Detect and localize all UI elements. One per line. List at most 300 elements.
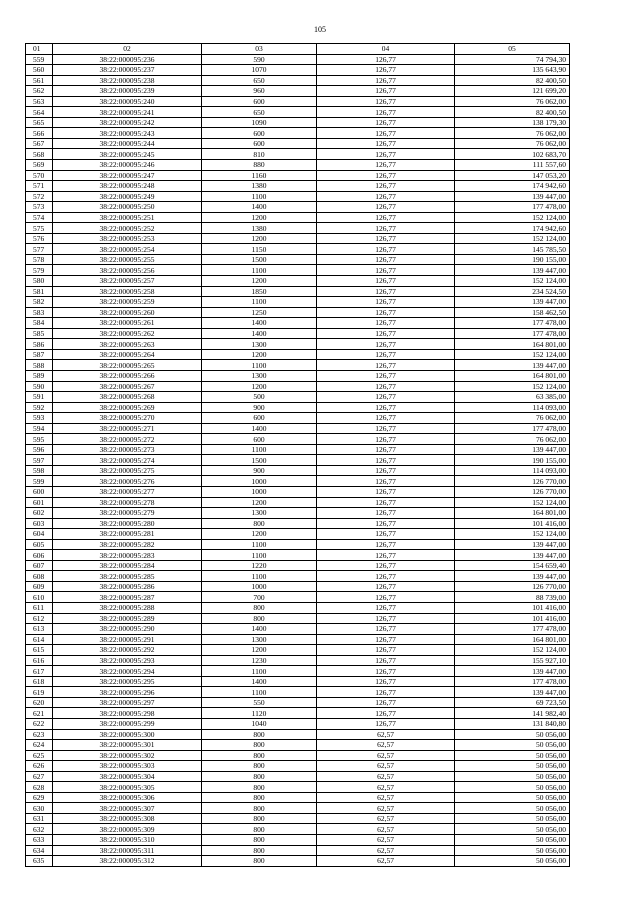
cadastral-number-cell: 38:22:000095:279 [53,508,202,519]
value-cell: 69 723,50 [455,697,570,708]
row-number-cell: 612 [26,613,53,624]
area-cell: 1100 [202,571,317,582]
table-row [26,560,570,571]
cadastral-number-cell: 38:22:000095:254 [53,244,202,255]
area-cell: 650 [202,75,317,86]
rate-cell: 62,57 [317,824,455,835]
rate-cell: 126,77 [317,170,455,181]
area-cell: 900 [202,465,317,476]
table-row [26,613,570,624]
area-cell: 1200 [202,529,317,540]
table-row [26,824,570,835]
area-cell: 1100 [202,297,317,308]
area-cell: 590 [202,54,317,65]
rate-cell: 126,77 [317,581,455,592]
area-cell: 800 [202,856,317,867]
value-cell: 82 400,50 [455,75,570,86]
rate-cell: 126,77 [317,65,455,76]
cadastral-number-cell: 38:22:000095:278 [53,497,202,508]
row-number-cell: 635 [26,856,53,867]
row-number-cell: 590 [26,381,53,392]
table-row [26,771,570,782]
value-cell: 126 770,00 [455,486,570,497]
cadastral-number-cell: 38:22:000095:258 [53,286,202,297]
rate-cell: 126,77 [317,318,455,329]
cadastral-number-cell: 38:22:000095:270 [53,413,202,424]
area-cell: 600 [202,434,317,445]
value-cell: 50 056,00 [455,856,570,867]
row-number-cell: 568 [26,149,53,160]
cadastral-number-cell: 38:22:000095:240 [53,96,202,107]
row-number-cell: 607 [26,560,53,571]
rate-cell: 62,57 [317,845,455,856]
cadastral-number-cell: 38:22:000095:282 [53,539,202,550]
row-number-cell: 575 [26,223,53,234]
area-cell: 1100 [202,539,317,550]
row-number-cell: 626 [26,761,53,772]
area-cell: 1850 [202,286,317,297]
rate-cell: 126,77 [317,518,455,529]
row-number-cell: 595 [26,434,53,445]
value-cell: 139 447,00 [455,360,570,371]
rate-cell: 126,77 [317,697,455,708]
area-cell: 1090 [202,117,317,128]
cadastral-number-cell: 38:22:000095:255 [53,254,202,265]
cadastral-number-cell: 38:22:000095:303 [53,761,202,772]
value-cell: 76 062,00 [455,434,570,445]
cadastral-number-cell: 38:22:000095:274 [53,455,202,466]
cadastral-number-cell: 38:22:000095:239 [53,86,202,97]
table-row [26,360,570,371]
table-row [26,65,570,76]
area-cell: 1100 [202,666,317,677]
cadastral-number-cell: 38:22:000095:311 [53,845,202,856]
area-cell: 1200 [202,349,317,360]
value-cell: 114 093,00 [455,465,570,476]
row-number-cell: 603 [26,518,53,529]
rate-cell: 126,77 [317,381,455,392]
cadastral-number-cell: 38:22:000095:237 [53,65,202,76]
rate-cell: 126,77 [317,392,455,403]
area-cell: 1250 [202,307,317,318]
cadastral-number-cell: 38:22:000095:276 [53,476,202,487]
value-cell: 152 124,00 [455,381,570,392]
rate-cell: 126,77 [317,497,455,508]
area-cell: 1200 [202,233,317,244]
area-cell: 1380 [202,181,317,192]
value-cell: 164 801,00 [455,339,570,350]
area-cell: 800 [202,813,317,824]
row-number-cell: 596 [26,444,53,455]
area-cell: 700 [202,592,317,603]
rate-cell: 126,77 [317,254,455,265]
table-row [26,54,570,65]
row-number-cell: 593 [26,413,53,424]
value-cell: 174 942,60 [455,223,570,234]
area-cell: 1400 [202,318,317,329]
table-row [26,813,570,824]
table-row [26,645,570,656]
column-header: 04 [317,44,455,55]
value-cell: 177 478,00 [455,328,570,339]
table-row [26,856,570,867]
area-cell: 800 [202,845,317,856]
value-cell: 76 062,00 [455,138,570,149]
value-cell: 50 056,00 [455,792,570,803]
value-cell: 50 056,00 [455,845,570,856]
value-cell: 139 447,00 [455,571,570,582]
value-cell: 139 447,00 [455,265,570,276]
rate-cell: 126,77 [317,223,455,234]
row-number-cell: 574 [26,212,53,223]
area-cell: 1300 [202,508,317,519]
area-cell: 800 [202,613,317,624]
row-number-cell: 621 [26,708,53,719]
cadastral-number-cell: 38:22:000095:268 [53,392,202,403]
page-number: 105 [314,25,326,34]
area-cell: 900 [202,402,317,413]
rate-cell: 126,77 [317,645,455,656]
table-row [26,803,570,814]
value-cell: 101 416,00 [455,602,570,613]
table-row [26,254,570,265]
row-number-cell: 613 [26,624,53,635]
rate-cell: 126,77 [317,276,455,287]
value-cell: 190 155,00 [455,254,570,265]
row-number-cell: 616 [26,655,53,666]
area-cell: 1400 [202,202,317,213]
row-number-cell: 632 [26,824,53,835]
table-row [26,792,570,803]
rate-cell: 126,77 [317,370,455,381]
table-row [26,486,570,497]
rate-cell: 126,77 [317,107,455,118]
rate-cell: 126,77 [317,138,455,149]
table-row [26,719,570,730]
column-header: 05 [455,44,570,55]
cadastral-number-cell: 38:22:000095:244 [53,138,202,149]
table-row [26,75,570,86]
area-cell: 1230 [202,655,317,666]
table-row [26,581,570,592]
value-cell: 63 385,00 [455,392,570,403]
cadastral-number-cell: 38:22:000095:288 [53,602,202,613]
area-cell: 1100 [202,191,317,202]
rate-cell: 126,77 [317,75,455,86]
area-cell: 650 [202,107,317,118]
value-cell: 154 659,40 [455,560,570,571]
rate-cell: 126,77 [317,117,455,128]
cadastral-number-cell: 38:22:000095:265 [53,360,202,371]
table-row [26,518,570,529]
cadastral-number-cell: 38:22:000095:247 [53,170,202,181]
cadastral-number-cell: 38:22:000095:257 [53,276,202,287]
rate-cell: 126,77 [317,634,455,645]
value-cell: 152 124,00 [455,645,570,656]
row-number-cell: 563 [26,96,53,107]
area-cell: 1400 [202,624,317,635]
area-cell: 1100 [202,550,317,561]
rate-cell: 126,77 [317,191,455,202]
row-number-cell: 610 [26,592,53,603]
value-cell: 50 056,00 [455,835,570,846]
rate-cell: 126,77 [317,486,455,497]
area-cell: 800 [202,729,317,740]
area-cell: 800 [202,750,317,761]
area-cell: 1100 [202,360,317,371]
cadastral-number-cell: 38:22:000095:285 [53,571,202,582]
cadastral-number-cell: 38:22:000095:242 [53,117,202,128]
table-row [26,465,570,476]
area-cell: 1200 [202,212,317,223]
area-cell: 800 [202,761,317,772]
value-cell: 152 124,00 [455,233,570,244]
rate-cell: 126,77 [317,286,455,297]
cadastral-number-cell: 38:22:000095:302 [53,750,202,761]
table-row [26,845,570,856]
row-number-cell: 599 [26,476,53,487]
cadastral-number-cell: 38:22:000095:272 [53,434,202,445]
area-cell: 1200 [202,645,317,656]
row-number-cell: 604 [26,529,53,540]
cadastral-number-cell: 38:22:000095:312 [53,856,202,867]
rate-cell: 126,77 [317,687,455,698]
rate-cell: 126,77 [317,297,455,308]
cadastral-number-cell: 38:22:000095:292 [53,645,202,656]
table-row [26,381,570,392]
row-number-cell: 585 [26,328,53,339]
value-cell: 50 056,00 [455,782,570,793]
row-number-cell: 617 [26,666,53,677]
area-cell: 1070 [202,65,317,76]
table-row [26,170,570,181]
cadastral-number-cell: 38:22:000095:263 [53,339,202,350]
cadastral-number-cell: 38:22:000095:264 [53,349,202,360]
table-row [26,624,570,635]
rate-cell: 126,77 [317,244,455,255]
area-cell: 1500 [202,455,317,466]
rate-cell: 62,57 [317,750,455,761]
value-cell: 174 942,60 [455,181,570,192]
table-body [26,54,570,866]
table-row [26,444,570,455]
area-cell: 800 [202,771,317,782]
rate-cell: 126,77 [317,149,455,160]
table-row [26,497,570,508]
row-number-cell: 564 [26,107,53,118]
table-row [26,634,570,645]
row-number-cell: 592 [26,402,53,413]
table-row [26,128,570,139]
cadastral-number-cell: 38:22:000095:299 [53,719,202,730]
table-row [26,687,570,698]
cadastral-value-table [25,43,570,867]
cadastral-number-cell: 38:22:000095:256 [53,265,202,276]
cadastral-number-cell: 38:22:000095:248 [53,181,202,192]
cadastral-number-cell: 38:22:000095:273 [53,444,202,455]
row-number-cell: 598 [26,465,53,476]
row-number-cell: 570 [26,170,53,181]
area-cell: 1100 [202,444,317,455]
table-row [26,455,570,466]
cadastral-number-cell: 38:22:000095:281 [53,529,202,540]
cadastral-number-cell: 38:22:000095:309 [53,824,202,835]
cadastral-number-cell: 38:22:000095:246 [53,160,202,171]
rate-cell: 126,77 [317,328,455,339]
value-cell: 152 124,00 [455,529,570,540]
table-row [26,423,570,434]
cadastral-number-cell: 38:22:000095:298 [53,708,202,719]
value-cell: 114 093,00 [455,402,570,413]
table-row [26,181,570,192]
area-cell: 1150 [202,244,317,255]
area-cell: 880 [202,160,317,171]
area-cell: 1500 [202,254,317,265]
table-row [26,508,570,519]
table-row [26,392,570,403]
value-cell: 50 056,00 [455,803,570,814]
table-row [26,191,570,202]
value-cell: 50 056,00 [455,824,570,835]
area-cell: 1300 [202,339,317,350]
rate-cell: 126,77 [317,265,455,276]
row-number-cell: 630 [26,803,53,814]
rate-cell: 62,57 [317,740,455,751]
area-cell: 800 [202,824,317,835]
rate-cell: 126,77 [317,624,455,635]
row-number-cell: 559 [26,54,53,65]
row-number-cell: 569 [26,160,53,171]
area-cell: 1000 [202,476,317,487]
rate-cell: 126,77 [317,655,455,666]
row-number-cell: 560 [26,65,53,76]
rate-cell: 62,57 [317,761,455,772]
row-number-cell: 600 [26,486,53,497]
cadastral-number-cell: 38:22:000095:310 [53,835,202,846]
rate-cell: 126,77 [317,613,455,624]
value-cell: 50 056,00 [455,813,570,824]
rate-cell: 126,77 [317,349,455,360]
cadastral-number-cell: 38:22:000095:307 [53,803,202,814]
cadastral-number-cell: 38:22:000095:305 [53,782,202,793]
row-number-cell: 629 [26,792,53,803]
table-row [26,655,570,666]
table-row [26,835,570,846]
table-row [26,666,570,677]
value-cell: 138 179,30 [455,117,570,128]
row-number-cell: 624 [26,740,53,751]
cadastral-number-cell: 38:22:000095:259 [53,297,202,308]
row-number-cell: 588 [26,360,53,371]
cadastral-number-cell: 38:22:000095:275 [53,465,202,476]
table-row [26,96,570,107]
column-header: 01 [26,44,53,55]
value-cell: 111 557,60 [455,160,570,171]
row-number-cell: 618 [26,676,53,687]
cadastral-number-cell: 38:22:000095:269 [53,402,202,413]
value-cell: 50 056,00 [455,740,570,751]
cadastral-number-cell: 38:22:000095:297 [53,697,202,708]
row-number-cell: 606 [26,550,53,561]
cadastral-number-cell: 38:22:000095:243 [53,128,202,139]
value-cell: 76 062,00 [455,96,570,107]
cadastral-number-cell: 38:22:000095:289 [53,613,202,624]
value-cell: 177 478,00 [455,676,570,687]
value-cell: 76 062,00 [455,413,570,424]
area-cell: 800 [202,602,317,613]
cadastral-number-cell: 38:22:000095:294 [53,666,202,677]
row-number-cell: 587 [26,349,53,360]
cadastral-number-cell: 38:22:000095:260 [53,307,202,318]
row-number-cell: 627 [26,771,53,782]
value-cell: 147 053,20 [455,170,570,181]
rate-cell: 126,77 [317,402,455,413]
cadastral-number-cell: 38:22:000095:262 [53,328,202,339]
value-cell: 158 462,50 [455,307,570,318]
area-cell: 800 [202,803,317,814]
value-cell: 164 801,00 [455,634,570,645]
value-cell: 126 770,00 [455,581,570,592]
table-row [26,761,570,772]
rate-cell: 126,77 [317,560,455,571]
area-cell: 960 [202,86,317,97]
rate-cell: 126,77 [317,719,455,730]
rate-cell: 126,77 [317,602,455,613]
table-row [26,149,570,160]
value-cell: 82 400,50 [455,107,570,118]
area-cell: 1100 [202,687,317,698]
cadastral-number-cell: 38:22:000095:286 [53,581,202,592]
table-row [26,339,570,350]
cadastral-number-cell: 38:22:000095:252 [53,223,202,234]
cadastral-number-cell: 38:22:000095:271 [53,423,202,434]
cadastral-number-cell: 38:22:000095:251 [53,212,202,223]
value-cell: 141 982,40 [455,708,570,719]
area-cell: 800 [202,835,317,846]
table-row [26,307,570,318]
value-cell: 164 801,00 [455,370,570,381]
cadastral-number-cell: 38:22:000095:287 [53,592,202,603]
cadastral-number-cell: 38:22:000095:236 [53,54,202,65]
cadastral-number-cell: 38:22:000095:295 [53,676,202,687]
row-number-cell: 571 [26,181,53,192]
row-number-cell: 609 [26,581,53,592]
area-cell: 800 [202,518,317,529]
row-number-cell: 566 [26,128,53,139]
row-number-cell: 608 [26,571,53,582]
rate-cell: 126,77 [317,233,455,244]
cadastral-number-cell: 38:22:000095:245 [53,149,202,160]
rate-cell: 126,77 [317,444,455,455]
table-row [26,708,570,719]
value-cell: 152 124,00 [455,349,570,360]
value-cell: 177 478,00 [455,423,570,434]
row-number-cell: 623 [26,729,53,740]
cadastral-number-cell: 38:22:000095:267 [53,381,202,392]
row-number-cell: 602 [26,508,53,519]
rate-cell: 126,77 [317,434,455,445]
value-cell: 126 770,00 [455,476,570,487]
table-row [26,117,570,128]
table-row [26,476,570,487]
row-number-cell: 631 [26,813,53,824]
table-row [26,697,570,708]
area-cell: 1220 [202,560,317,571]
table-row [26,86,570,97]
rate-cell: 126,77 [317,360,455,371]
value-cell: 74 794,30 [455,54,570,65]
cadastral-number-cell: 38:22:000095:249 [53,191,202,202]
